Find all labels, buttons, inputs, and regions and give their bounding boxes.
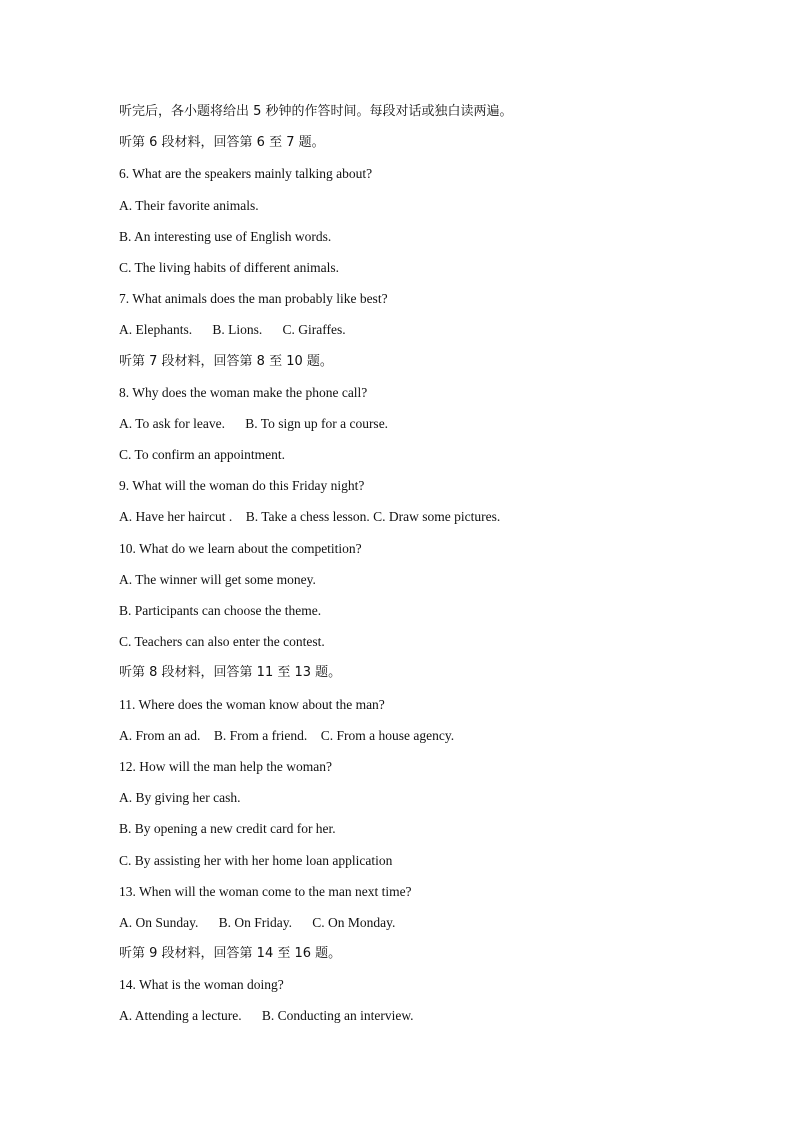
text-line: 9. What will the woman do this Friday night? [119,478,365,494]
section-instruction: 听第 7 段材料，回答第 8 至 10 题。 [119,353,333,369]
text-line: C. The living habits of different animals. [119,259,339,275]
text-line: 10. What do we learn about the competition? [119,540,362,556]
question-list [119,101,759,1037]
text-line: 6. What are the speakers mainly talking about? [119,166,373,182]
text-line: A. Their favorite animals. [119,197,259,213]
text-line: A. From an ad. B. From a friend. C. From a house agency. [119,727,455,743]
text-line: B. An interesting use of English words. [119,228,332,244]
text-line: A. Attending a lecture. B. Conducting an interview. [119,1008,414,1024]
text-line: B. By opening a new credit card for her. [119,821,336,837]
text-line: 12. How will the man help the woman? [119,758,332,774]
text-line: 14. What is the woman doing? [119,977,284,993]
text-line: C. Teachers can also enter the contest. [119,634,325,650]
text-line: 8. Why does the woman make the phone call? [119,384,368,400]
text-line: A. Have her haircut . B. Take a chess lesson. C. Draw some pictures. [119,509,501,525]
text-line: C. To confirm an appointment. [119,447,286,463]
text-line: A. The winner will get some money. [119,571,316,587]
section-instruction: 听第 6 段材料，回答第 6 至 7 题。 [119,135,325,151]
text-line: 11. Where does the woman know about the man? [119,696,385,712]
section-instruction: 听第 9 段材料，回答第 14 至 16 题。 [119,946,342,962]
section-instruction: 听第 8 段材料，回答第 11 至 13 题。 [119,665,342,681]
text-line: A. On Sunday. B. On Friday. C. On Monday. [119,914,396,930]
text-line: 7. What animals does the man probably like best? [119,291,388,307]
text-line: A. Elephants. B. Lions. C. Giraffes. [119,322,346,338]
text-line: 13. When will the woman come to the man next time? [119,883,412,899]
text-line: B. Participants can choose the theme. [119,603,322,618]
text-line: A. To ask for leave. B. To sign up for a course. [119,415,389,431]
text-line: A. By giving her cash. [119,790,241,806]
section-instruction: 听完后，各小题将给出 5 秒钟的作答时间。每段对话或独白读两遍。 [119,104,513,119]
text-line: C. By assisting her with her home loan application [119,852,393,868]
